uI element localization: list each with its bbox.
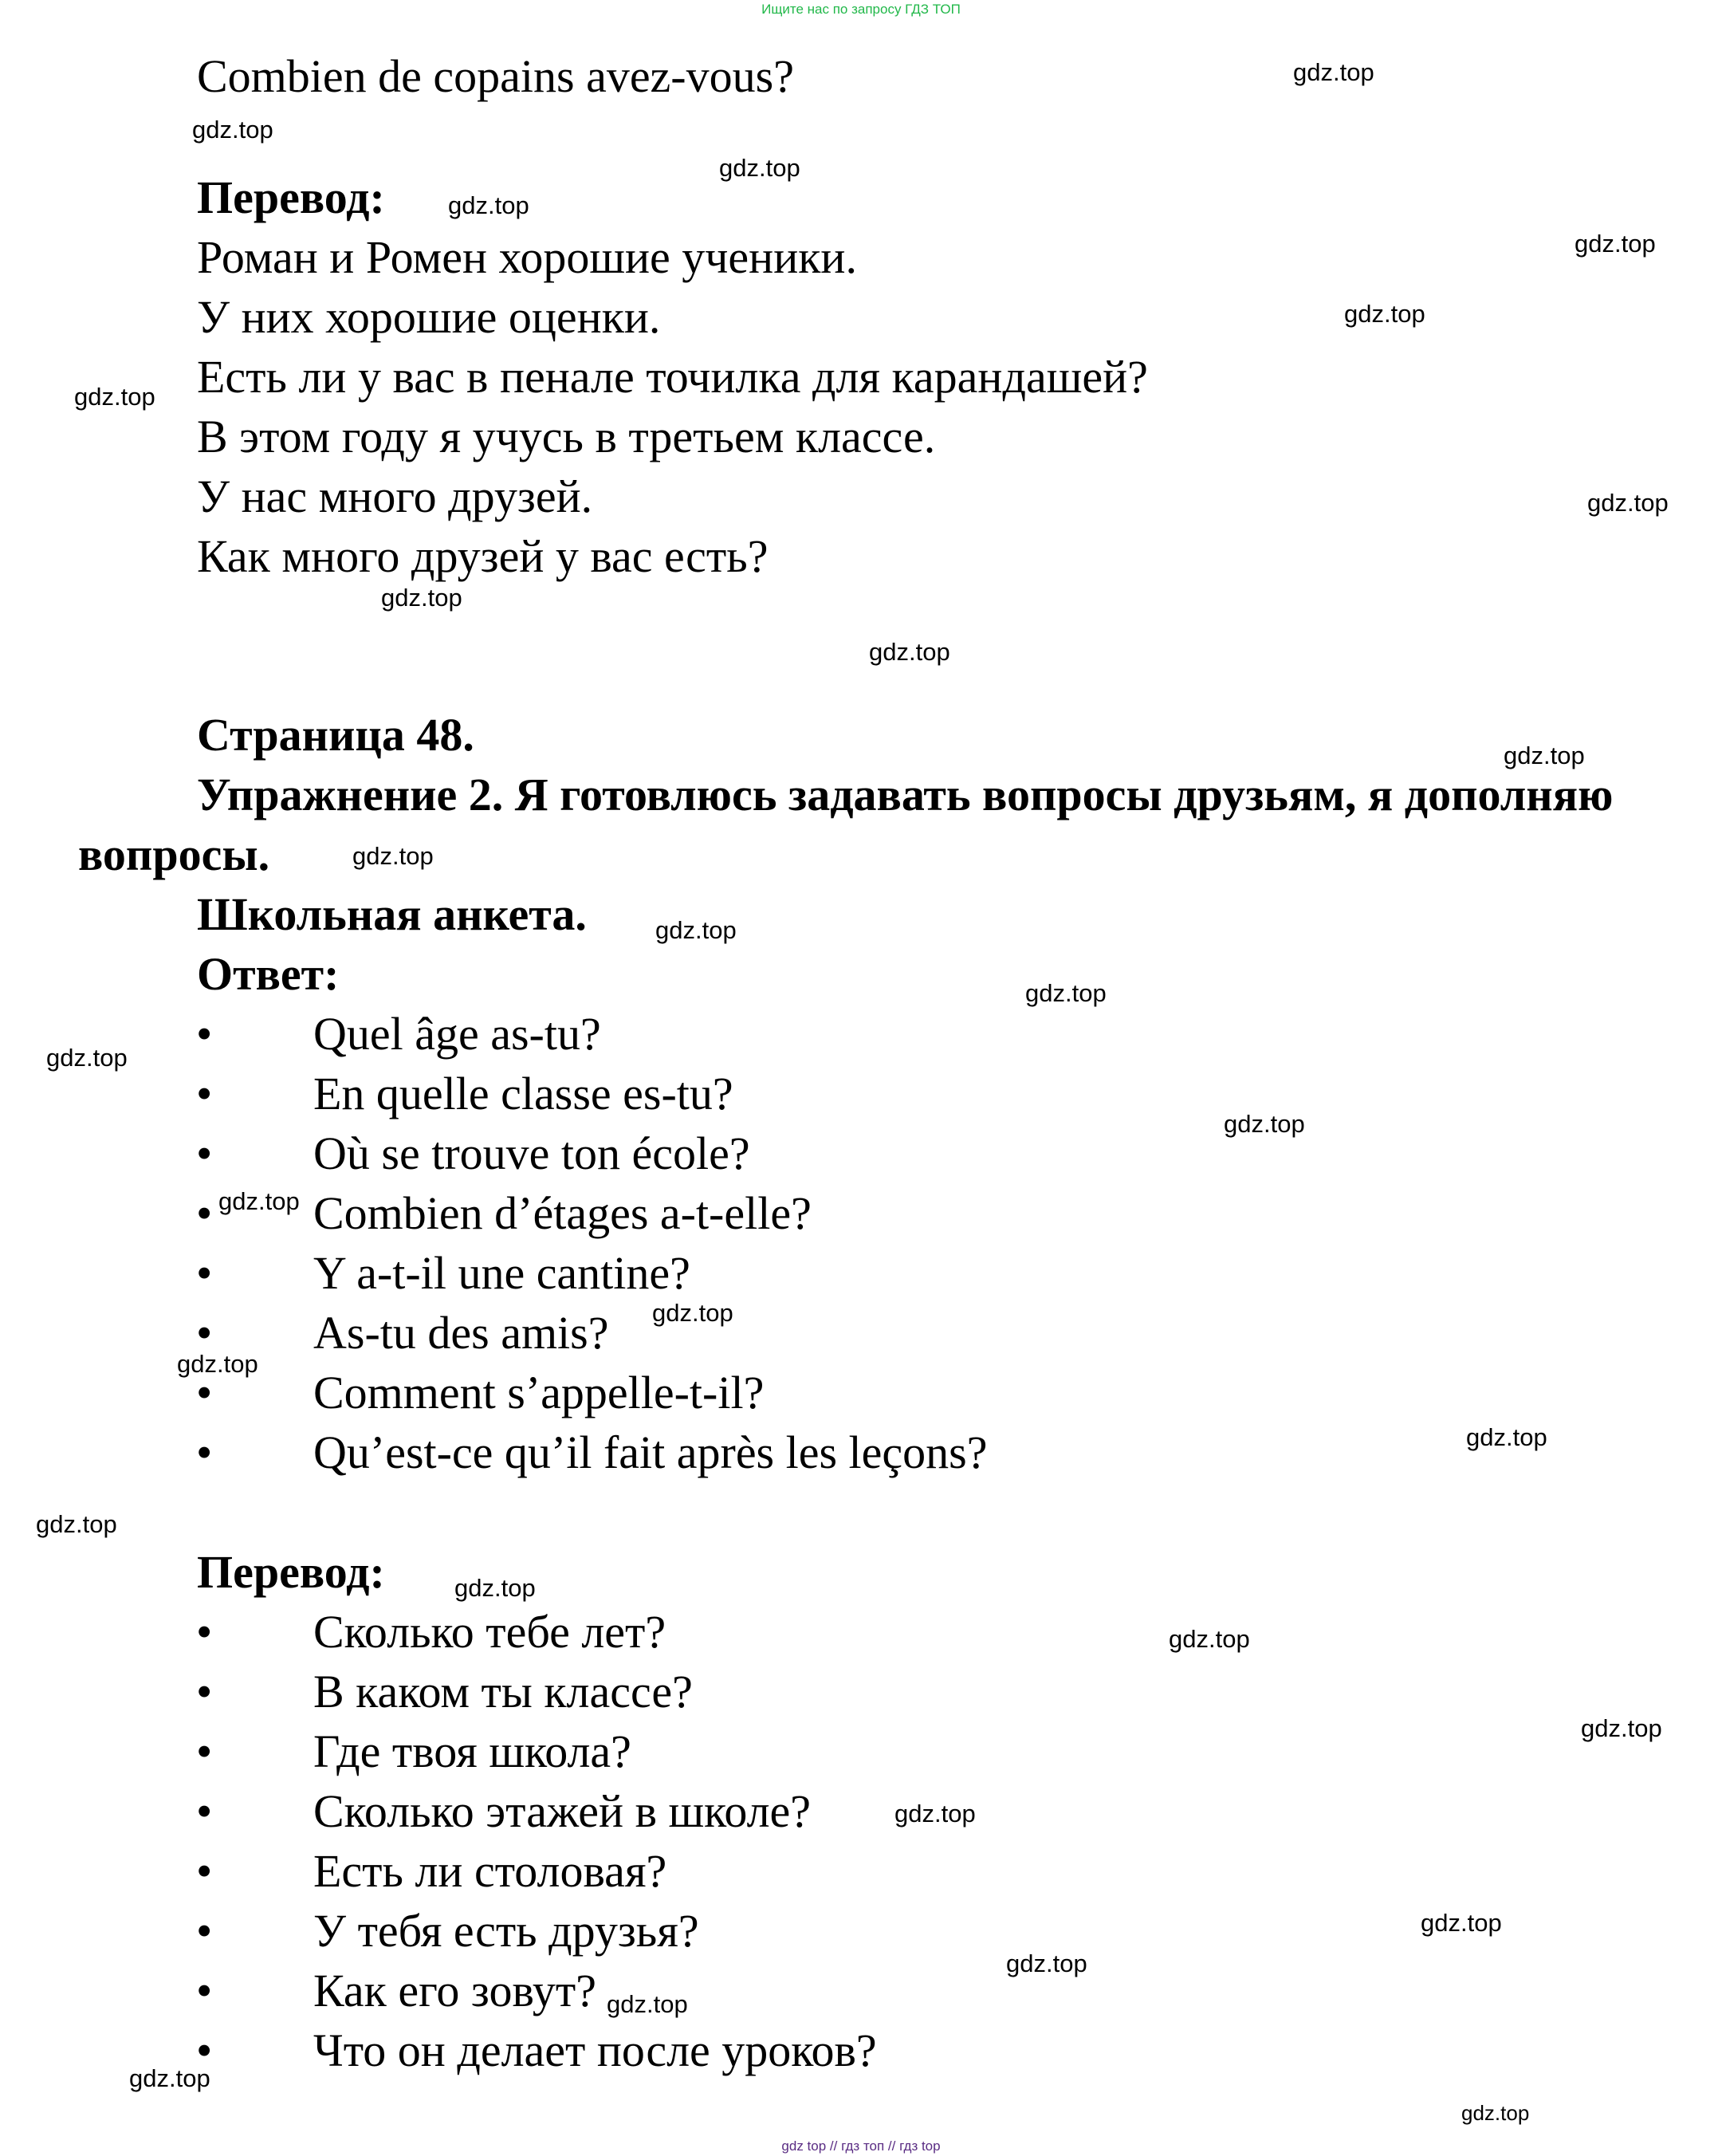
watermark: gdz.top	[1581, 1714, 1662, 1742]
bullet-icon: •	[196, 1187, 213, 1239]
translation-text: Сколько этажей в школе?	[313, 1785, 812, 1837]
bullet-icon: •	[196, 1426, 213, 1478]
answer-text: Où se trouve ton école?	[313, 1127, 750, 1179]
bullet-icon: •	[196, 1606, 213, 1658]
translation-line: У них хорошие оценки.	[197, 291, 661, 343]
translation-heading-2: Перевод:	[197, 1546, 385, 1598]
translation-line: Роман и Ромен хорошие ученики.	[197, 231, 857, 283]
translation-text: Сколько тебе лет?	[313, 1606, 666, 1658]
watermark: gdz.top	[894, 1800, 976, 1827]
translation-line: В этом году я учусь в третьем классе.	[197, 411, 936, 462]
watermark: gdz.top	[352, 842, 434, 870]
watermark: gdz.top	[1344, 300, 1425, 328]
watermark: gdz.top	[454, 1574, 536, 1602]
watermark: gdz.top	[218, 1187, 300, 1215]
watermark: gdz.top	[74, 383, 155, 411]
bullet-icon: •	[196, 2024, 213, 2076]
watermark: gdz.top	[1169, 1625, 1250, 1653]
bullet-icon: •	[196, 1307, 213, 1359]
watermark: gdz.top	[1025, 979, 1107, 1007]
french-question-last: Combien de copains avez-vous?	[197, 50, 794, 102]
bullet-icon: •	[196, 1666, 213, 1717]
bullet-icon: •	[196, 1008, 213, 1060]
answer-text: En quelle classe es-tu?	[313, 1068, 733, 1119]
watermark: gdz.top	[1587, 489, 1669, 517]
bullet-icon: •	[196, 1845, 213, 1897]
bullet-icon: •	[196, 1785, 213, 1837]
answer-heading: Ответ:	[197, 948, 340, 1000]
answer-text: Y a-t-il une cantine?	[313, 1247, 690, 1299]
bullet-icon: •	[196, 1367, 213, 1418]
translation-text: У тебя есть друзья?	[313, 1905, 699, 1957]
translation-text: Что он делает после уроков?	[313, 2024, 877, 2076]
watermark: gdz.top	[1504, 742, 1585, 769]
translation-line: Как много друзей у вас есть?	[197, 530, 769, 582]
translation-text: Как его зовут?	[313, 1965, 596, 2016]
exercise-title-line1: Упражнение 2. Я готовлюсь задавать вопросы друзьям, я дополняю	[197, 769, 1614, 820]
top-banner[interactable]: Ищите нас по запросу ГДЗ ТОП	[761, 2, 961, 17]
bullet-icon: •	[196, 1127, 213, 1179]
watermark: gdz.top	[719, 154, 800, 182]
watermark: gdz.top	[1466, 1423, 1547, 1451]
watermark: gdz.top	[1293, 58, 1374, 86]
watermark: gdz.top	[448, 191, 529, 219]
translation-text: В каком ты классе?	[313, 1666, 693, 1717]
bullet-icon: •	[196, 1965, 213, 2016]
watermark: gdz.top	[46, 1044, 128, 1072]
translation-heading-1: Перевод:	[197, 171, 385, 223]
watermark: gdz.top	[192, 116, 273, 144]
watermark: gdz.top	[1224, 1110, 1305, 1138]
answer-text: As-tu des amis?	[313, 1307, 609, 1359]
bullet-icon: •	[196, 1247, 213, 1299]
watermark: gdz.top	[381, 584, 462, 612]
translation-text: Есть ли столовая?	[313, 1845, 667, 1897]
bullet-icon: •	[196, 1068, 213, 1119]
bullet-icon: •	[196, 1725, 213, 1777]
translation-text: Где твоя школа?	[313, 1725, 631, 1777]
watermark: gdz.top	[1006, 1949, 1087, 1977]
watermark: gdz.top	[1461, 2101, 1530, 2125]
watermark: gdz.top	[36, 1510, 117, 1538]
translation-line: Есть ли у вас в пенале точилка для карандашей?	[197, 351, 1148, 403]
answer-text: Qu’est-ce qu’il fait après les leçons?	[313, 1426, 988, 1478]
translation-line: У нас много друзей.	[197, 470, 593, 522]
watermark: gdz.top	[869, 638, 950, 666]
watermark: gdz.top	[655, 916, 737, 944]
bullet-icon: •	[196, 1905, 213, 1957]
watermark: gdz.top	[129, 2064, 210, 2092]
watermark: gdz.top	[1421, 1909, 1502, 1937]
answer-text: Comment s’appelle-t-il?	[313, 1367, 765, 1418]
answer-text: Combien d’étages a-t-elle?	[313, 1187, 812, 1239]
watermark: gdz.top	[652, 1299, 733, 1327]
watermark: gdz.top	[607, 1990, 688, 2018]
exercise-title-line2: вопросы.	[78, 828, 270, 880]
answer-text: Quel âge as-tu?	[313, 1008, 601, 1060]
page-heading: Страница 48.	[197, 709, 474, 761]
watermark: gdz.top	[1575, 230, 1656, 258]
bottom-banner[interactable]: gdz top // гдз топ // гдз top	[781, 2138, 941, 2154]
subheading: Школьная анкета.	[197, 888, 587, 940]
watermark: gdz.top	[177, 1350, 258, 1378]
